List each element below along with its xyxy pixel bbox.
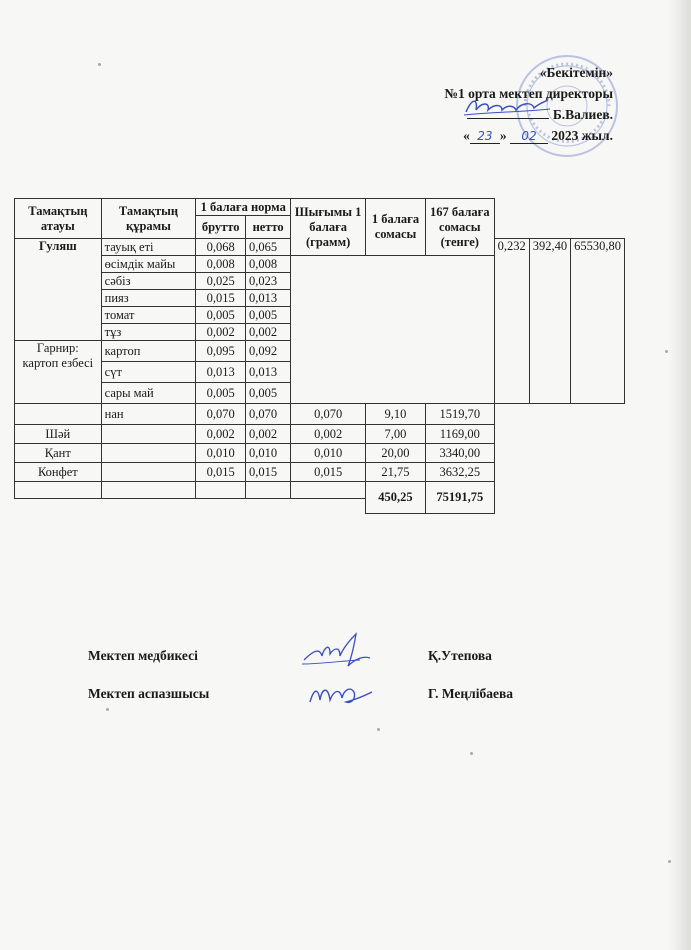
table-row <box>15 482 625 499</box>
director-handwritten-signature <box>462 94 552 120</box>
sum-one-cell: 20,00 <box>366 444 426 463</box>
empty-cell <box>15 404 102 425</box>
sum-one-cell: 7,00 <box>366 425 426 444</box>
table-row <box>15 499 625 514</box>
header-sum-one: 1 балаға сомасы <box>366 199 426 256</box>
header-brutto: брутто <box>196 216 246 239</box>
date-month: 02 <box>510 129 548 144</box>
header-norm: 1 балаға норма <box>196 199 291 216</box>
approval-title: «Бекітемін» <box>539 65 613 80</box>
brutto-cell: 0,070 <box>196 404 246 425</box>
empty-cell <box>246 482 291 499</box>
header-composition: Тамақтың құрамы <box>101 199 196 239</box>
ingredient-cell: сүт <box>101 362 196 383</box>
header-output: Шығымы 1 балаға (грамм) <box>291 199 366 256</box>
goulash-sum-one: 392,40 <box>529 239 570 404</box>
signatures-block <box>88 648 568 724</box>
output-cell: 0,010 <box>291 444 366 463</box>
empty-cell <box>196 482 246 499</box>
nurse-role: Мектеп медбикесі <box>88 648 198 663</box>
ingredient-cell: пияз <box>101 290 196 307</box>
empty-cell <box>291 482 366 499</box>
dish-name-cell: Конфет <box>15 463 102 482</box>
ingredient-cell: сары май <box>101 383 196 404</box>
output-cell: 0,070 <box>291 404 366 425</box>
date-year: 2023 жыл. <box>551 128 613 143</box>
dish-name-cell: Қант <box>15 444 102 463</box>
brutto-cell: 0,015 <box>196 290 246 307</box>
netto-cell: 0,070 <box>246 404 291 425</box>
paper-speck <box>98 63 101 66</box>
goulash-sum-167: 65530,80 <box>571 239 625 404</box>
netto-cell: 0,002 <box>246 324 291 341</box>
table-row <box>15 463 625 482</box>
paper-speck <box>377 728 380 731</box>
brutto-cell: 0,002 <box>196 425 246 444</box>
sum-167-cell: 3340,00 <box>425 444 494 463</box>
header-dish-name: Тамақтың атауы <box>15 199 102 239</box>
nurse-signature-row <box>88 648 568 686</box>
cook-role: Мектеп аспазшысы <box>88 686 210 701</box>
total-sum-167: 75191,75 <box>425 482 494 514</box>
brutto-cell: 0,095 <box>196 341 246 362</box>
sum-167-cell: 1519,70 <box>425 404 494 425</box>
brutto-cell: 0,005 <box>196 383 246 404</box>
output-cell: 0,002 <box>291 425 366 444</box>
empty-cell <box>101 425 196 444</box>
total-row-blank <box>15 499 366 514</box>
brutto-cell: 0,002 <box>196 324 246 341</box>
cook-signature-row <box>88 686 568 724</box>
total-sum-one: 450,25 <box>366 482 426 514</box>
nurse-name: Қ.Утепова <box>428 648 492 663</box>
paper-speck <box>470 752 473 755</box>
header-netto: нетто <box>246 216 291 239</box>
netto-cell: 0,015 <box>246 463 291 482</box>
date-close-quote: » <box>499 128 507 143</box>
date-open-quote: « <box>463 128 470 143</box>
goulash-name: Гуляш <box>15 239 102 341</box>
paper-speck <box>665 350 668 353</box>
brutto-cell: 0,005 <box>196 307 246 324</box>
netto-cell: 0,092 <box>246 341 291 362</box>
empty-cell <box>101 444 196 463</box>
header-sum-167: 167 балаға сомасы (тенге) <box>425 199 494 256</box>
dish-name-cell: Шәй <box>15 425 102 444</box>
empty-cell <box>101 463 196 482</box>
approval-date <box>444 125 613 146</box>
table-row <box>15 444 625 463</box>
empty-cell <box>15 482 102 499</box>
paper-speck <box>668 860 671 863</box>
approval-position: №1 орта мектеп директоры <box>444 86 613 101</box>
garnish-name: Гарнир: картоп езбесі <box>15 341 102 404</box>
empty-cell <box>101 482 196 499</box>
ingredient-cell: өсімдік майы <box>101 256 196 273</box>
netto-cell: 0,005 <box>246 383 291 404</box>
netto-cell: 0,065 <box>246 239 291 256</box>
date-day: 23 <box>470 129 500 144</box>
brutto-cell: 0,025 <box>196 273 246 290</box>
ingredient-cell: тұз <box>101 324 196 341</box>
sum-167-cell: 3632,25 <box>425 463 494 482</box>
ingredient-cell: сәбіз <box>101 273 196 290</box>
netto-cell: 0,008 <box>246 256 291 273</box>
table-row <box>15 425 625 444</box>
sum-one-cell: 9,10 <box>366 404 426 425</box>
brutto-cell: 0,010 <box>196 444 246 463</box>
netto-cell: 0,005 <box>246 307 291 324</box>
ingredient-cell: тауық еті <box>101 239 196 256</box>
brutto-cell: 0,068 <box>196 239 246 256</box>
menu-table <box>14 198 625 514</box>
approval-signer: Б.Валиев. <box>552 107 613 122</box>
brutto-cell: 0,013 <box>196 362 246 383</box>
sum-167-cell: 1169,00 <box>425 425 494 444</box>
netto-cell: 0,013 <box>246 290 291 307</box>
sum-one-cell: 21,75 <box>366 463 426 482</box>
netto-cell: 0,013 <box>246 362 291 383</box>
netto-cell: 0,002 <box>246 425 291 444</box>
table-row <box>15 404 625 425</box>
goulash-output: 0,232 <box>494 239 529 404</box>
page-edge-shadow <box>669 0 691 950</box>
ingredient-cell: нан <box>101 404 196 425</box>
paper-speck <box>106 708 109 711</box>
output-cell: 0,015 <box>291 463 366 482</box>
brutto-cell: 0,015 <box>196 463 246 482</box>
netto-cell: 0,010 <box>246 444 291 463</box>
netto-cell: 0,023 <box>246 273 291 290</box>
cook-name: Г. Меңлібаева <box>428 686 514 701</box>
header-row-1 <box>15 199 625 216</box>
ingredient-cell: картоп <box>101 341 196 362</box>
ingredient-cell: томат <box>101 307 196 324</box>
brutto-cell: 0,008 <box>196 256 246 273</box>
